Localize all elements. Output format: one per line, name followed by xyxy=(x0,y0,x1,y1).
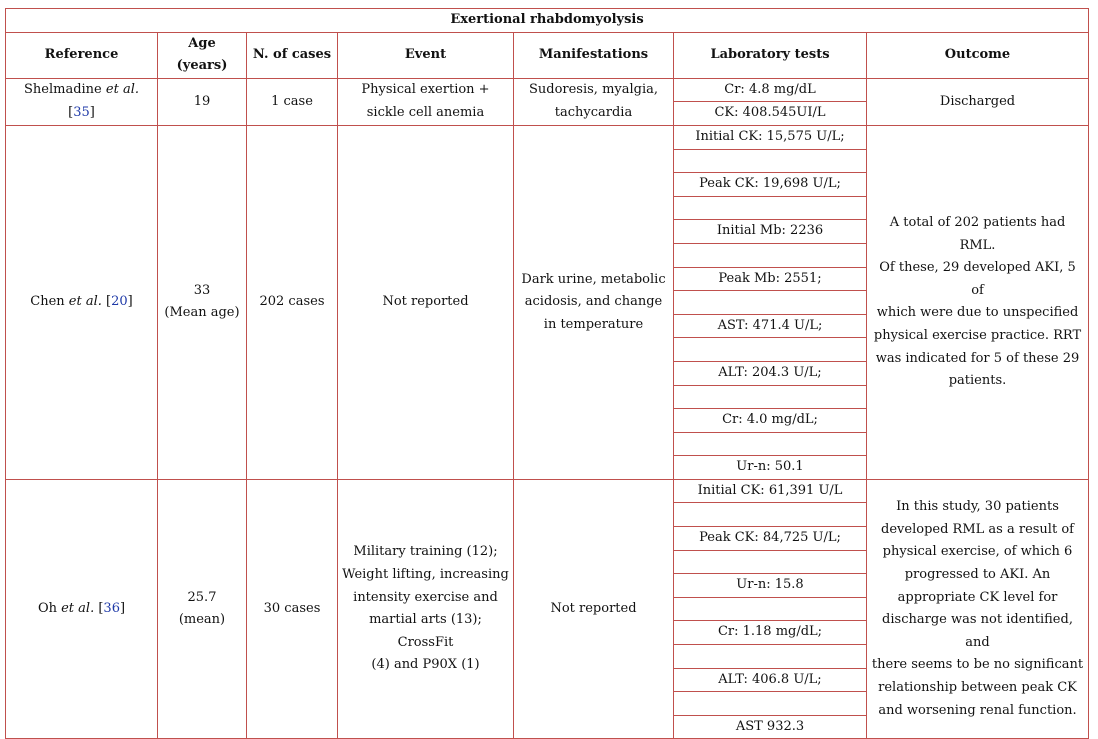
lab-cell xyxy=(674,243,867,267)
event-line: Military training (12); xyxy=(353,544,498,560)
lab-cell: Cr: 4.8 mg/dL xyxy=(674,78,867,102)
age-value: 25.7 xyxy=(187,589,217,605)
lab-cell: Initial Mb: 2236 xyxy=(674,220,867,244)
header-manifestations: Manifestations xyxy=(514,32,674,78)
table-row xyxy=(6,78,1089,102)
age-cell: 19 xyxy=(158,78,247,125)
outcome-line: physical exercise practice. RRT xyxy=(873,328,1082,344)
reference-etal: et al. xyxy=(105,82,139,98)
lab-cell xyxy=(674,550,867,574)
lab-cell xyxy=(674,692,867,716)
event-line: (4) and P90X (1) xyxy=(371,657,480,673)
lab-cell: Ur-n: 50.1 xyxy=(674,456,867,480)
citation-link[interactable]: 35 xyxy=(73,104,90,120)
lab-cell xyxy=(674,291,867,315)
rhabdomyolysis-table xyxy=(5,8,1089,739)
reference-etal: et al. xyxy=(61,600,95,616)
lab-cell xyxy=(674,432,867,456)
outcome-line: Of these, 29 developed AKI, 5 of xyxy=(879,260,1076,298)
lab-cell xyxy=(674,338,867,362)
outcome-line: was indicated for 5 of these 29 xyxy=(875,350,1080,366)
age-cell xyxy=(158,125,247,479)
citation-link[interactable]: 20 xyxy=(111,294,128,310)
lab-cell: Peak CK: 84,725 U/L; xyxy=(674,527,867,551)
age-note: (Mean age) xyxy=(164,305,240,321)
reference-bracket-close: ] xyxy=(119,600,126,616)
citation-link[interactable]: 36 xyxy=(103,600,120,616)
reference-author: Oh xyxy=(37,600,62,616)
lab-cell: Cr: 4.0 mg/dL; xyxy=(674,409,867,433)
event-line: Physical exertion + xyxy=(361,82,490,98)
manifestations-cell: Not reported xyxy=(514,479,674,739)
header-reference: Reference xyxy=(6,32,158,78)
reference-bracket-open: [ xyxy=(68,104,74,120)
lab-cell: ALT: 204.3 U/L; xyxy=(674,361,867,385)
cases-cell: 202 cases xyxy=(247,125,338,479)
header-age-line1: Age xyxy=(188,35,216,51)
reference-bracket-close: ] xyxy=(127,294,133,310)
lab-cell: Cr: 1.18 mg/dL; xyxy=(674,621,867,645)
lab-cell xyxy=(674,385,867,409)
event-line: Weight lifting, increasing xyxy=(342,566,509,582)
outcome-cell xyxy=(867,479,1089,739)
outcome-line: which were due to unspecified xyxy=(876,305,1079,321)
table-row xyxy=(6,479,1089,503)
lab-cell xyxy=(674,196,867,220)
event-line: sickle cell anemia xyxy=(366,104,485,120)
header-outcome: Outcome xyxy=(867,32,1089,78)
table-title: Exertional rhabdomyolysis xyxy=(6,9,1089,33)
lab-cell: Initial CK: 61,391 U/L xyxy=(674,479,867,503)
reference-bracket-open: [ xyxy=(94,600,104,616)
outcome-line: In this study, 30 patients xyxy=(896,499,1059,515)
lab-cell: ALT: 406.8 U/L; xyxy=(674,668,867,692)
outcome-line: patients. xyxy=(948,373,1007,389)
event-cell xyxy=(338,479,514,739)
manifestation-line: Dark urine, metabolic xyxy=(521,271,666,287)
outcome-line: discharge was not identified, and xyxy=(882,612,1073,650)
reference-etal: et al. xyxy=(68,294,102,310)
age-value: 33 xyxy=(193,282,211,298)
header-row xyxy=(6,32,1089,78)
event-cell: Not reported xyxy=(338,125,514,479)
event-line: intensity exercise and xyxy=(353,589,498,605)
cases-cell: 30 cases xyxy=(247,479,338,739)
reference-cell xyxy=(6,479,158,739)
header-lab: Laboratory tests xyxy=(674,32,867,78)
lab-cell xyxy=(674,503,867,527)
manifestation-line: tachycardia xyxy=(554,104,633,120)
lab-cell: Peak Mb: 2551; xyxy=(674,267,867,291)
lab-cell: AST: 471.4 U/L; xyxy=(674,314,867,338)
age-cell xyxy=(158,479,247,739)
outcome-cell: Discharged xyxy=(867,78,1089,125)
lab-cell: Ur-n: 15.8 xyxy=(674,574,867,598)
header-cases: N. of cases xyxy=(247,32,338,78)
manifestations-cell xyxy=(514,78,674,125)
lab-cell: CK: 408.545UI/L xyxy=(674,102,867,126)
outcome-line: physical exercise, of which 6 xyxy=(882,544,1073,560)
reference-bracket-open: [ xyxy=(101,294,112,310)
lab-cell: Initial CK: 15,575 U/L; xyxy=(674,125,867,149)
table-container xyxy=(5,8,1088,739)
manifestation-line: Sudoresis, myalgia, xyxy=(528,82,659,98)
outcome-line: there seems to be no significant xyxy=(871,657,1084,673)
outcome-line: developed RML as a result of xyxy=(881,521,1074,537)
manifestation-line: acidosis, and change xyxy=(524,294,663,310)
table-title-row xyxy=(6,9,1089,33)
header-event: Event xyxy=(338,32,514,78)
outcome-line: relationship between peak CK xyxy=(878,679,1077,695)
manifestation-line: in temperature xyxy=(543,316,644,332)
event-line: martial arts (13); CrossFit xyxy=(369,612,482,650)
header-age-line2: (years) xyxy=(176,58,228,74)
outcome-line: A total of 202 patients had RML. xyxy=(889,215,1066,253)
reference-author: Chen xyxy=(30,294,69,310)
reference-bracket-close: ] xyxy=(89,104,95,120)
reference-author: Shelmadine xyxy=(24,82,106,98)
lab-cell xyxy=(674,597,867,621)
manifestations-cell xyxy=(514,125,674,479)
reference-cell xyxy=(6,78,158,125)
table-row xyxy=(6,125,1089,149)
header-age xyxy=(158,32,247,78)
outcome-line: progressed to AKI. An xyxy=(904,566,1051,582)
outcome-line: appropriate CK level for xyxy=(897,589,1058,605)
lab-cell xyxy=(674,645,867,669)
lab-cell: Peak CK: 19,698 U/L; xyxy=(674,173,867,197)
lab-cell xyxy=(674,149,867,173)
reference-cell xyxy=(6,125,158,479)
cases-cell: 1 case xyxy=(247,78,338,125)
age-note: (mean) xyxy=(178,612,226,628)
outcome-cell xyxy=(867,125,1089,479)
lab-cell: AST 932.3 xyxy=(674,715,867,739)
event-cell xyxy=(338,78,514,125)
outcome-line: and worsening renal function. xyxy=(878,702,1077,718)
